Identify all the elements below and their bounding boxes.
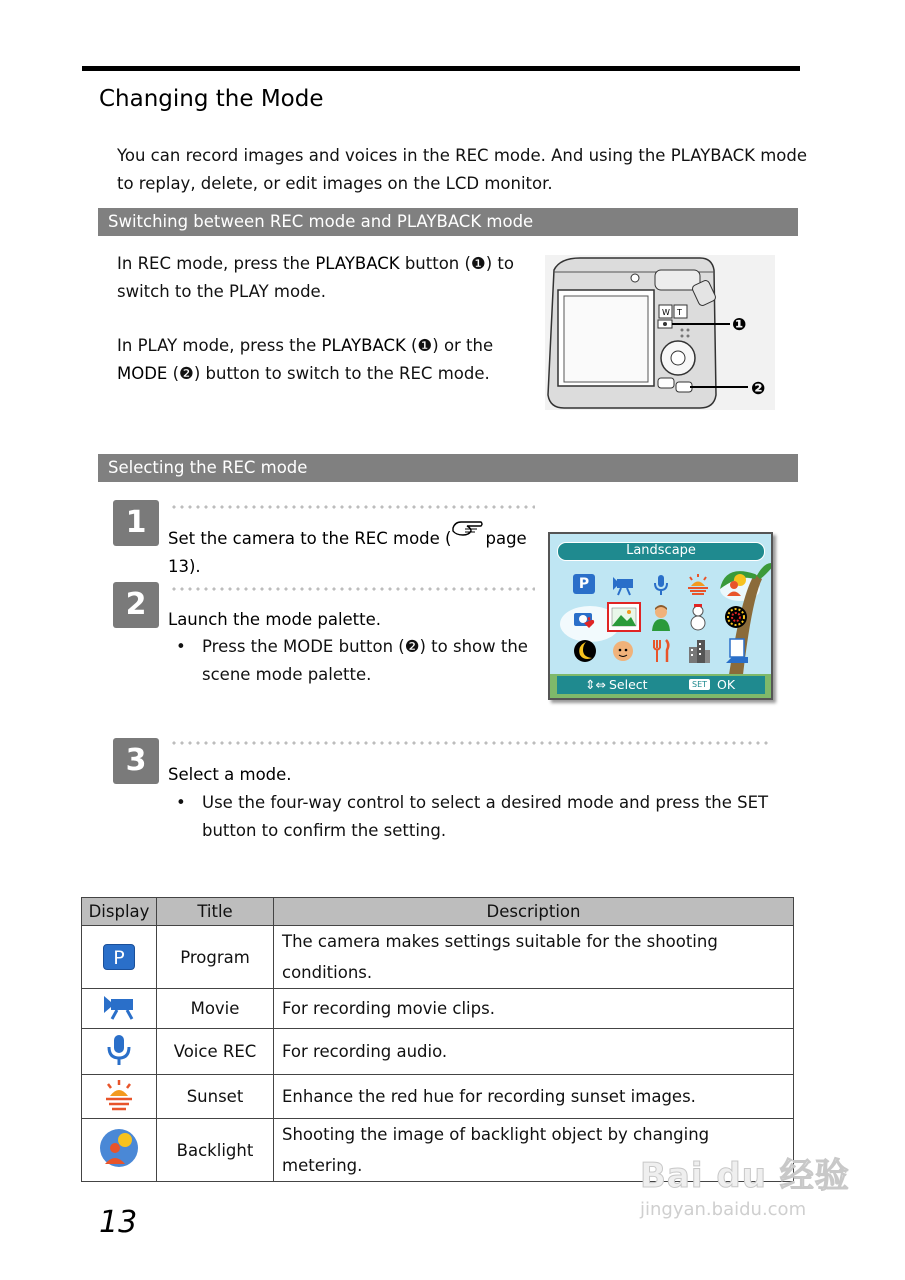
step-3-bullet: • Use the four-way control to select a desired mode and press the SET button to confirm the setting. bbox=[176, 793, 769, 840]
movie-mode-icon[interactable] bbox=[611, 574, 635, 596]
palette-footer bbox=[557, 676, 765, 694]
row-description: Enhance the red hue for recording sunset images. bbox=[274, 1075, 794, 1119]
person-mode-icon[interactable] bbox=[649, 604, 673, 632]
landscape-mode-icon-selected[interactable] bbox=[607, 602, 641, 632]
row-description: For recording movie clips. bbox=[274, 989, 794, 1029]
night-mode-icon[interactable] bbox=[572, 638, 598, 664]
step-3-divider bbox=[170, 741, 770, 745]
row-description: For recording audio. bbox=[274, 1029, 794, 1075]
microphone-icon bbox=[106, 1034, 132, 1066]
step-1-text: Set the camera to the REC mode ( page 13). bbox=[168, 524, 538, 581]
top-rule bbox=[82, 66, 800, 71]
mode-table bbox=[81, 897, 794, 1182]
play-mode-instruction: In PLAY mode, press the PLAYBACK (❶) or the MODE (❷) button to switch to the REC mode. bbox=[117, 336, 494, 383]
page-title: Changing the Mode bbox=[99, 86, 324, 112]
row-description: The camera makes settings suitable for the shooting conditions. bbox=[274, 926, 794, 989]
step-2-number: 2 bbox=[113, 582, 159, 628]
movie-icon bbox=[101, 994, 137, 1020]
row-title: Sunset bbox=[157, 1075, 274, 1119]
kids-mode-icon[interactable] bbox=[610, 638, 636, 664]
step-3-number: 3 bbox=[113, 738, 159, 784]
section-heading-selecting: Selecting the REC mode bbox=[98, 454, 798, 482]
row-title: Backlight bbox=[157, 1119, 274, 1182]
palette-ok-label: OK bbox=[717, 677, 736, 692]
backlight-icon bbox=[99, 1128, 139, 1168]
portrait-mode-icon[interactable] bbox=[572, 606, 598, 630]
table-row bbox=[82, 989, 794, 1029]
header-title: Title bbox=[157, 898, 274, 926]
playback-key-label: PLAYBACK bbox=[315, 254, 400, 273]
watermark-url: jingyan.baidu.com bbox=[640, 1199, 807, 1220]
table-row bbox=[82, 1075, 794, 1119]
mode-key-label: MODE bbox=[117, 364, 168, 383]
step-2-text: Launch the mode palette. bbox=[168, 610, 382, 629]
voice-rec-mode-icon[interactable] bbox=[651, 573, 671, 597]
intro-paragraph: You can record images and voices in the REC mode. And using the PLAYBACK mode to replay, delete, or edit images on the LCD monitor. bbox=[117, 146, 808, 193]
hand-pointer-icon bbox=[451, 518, 485, 547]
callout-1: ❶ bbox=[732, 315, 747, 335]
header-description: Description bbox=[274, 898, 794, 926]
watermark-brand: Bai du 经验 bbox=[640, 1156, 850, 1196]
page-number: 13 bbox=[99, 1205, 138, 1240]
callout-2: ❷ bbox=[751, 379, 766, 399]
text-mode-icon[interactable] bbox=[724, 637, 750, 665]
header-display: Display bbox=[82, 898, 157, 926]
step-2-divider bbox=[170, 587, 535, 591]
fireworks-mode-icon[interactable] bbox=[723, 604, 749, 630]
step-2-bullet: • Press the MODE button (❷) to show the scene mode palette. bbox=[176, 637, 528, 684]
program-icon: P bbox=[103, 944, 135, 970]
svg-text:W: W bbox=[662, 308, 670, 317]
step-3-text: Select a mode. bbox=[168, 765, 292, 784]
step-1-divider bbox=[170, 505, 535, 509]
four-way-arrows-icon: ⇕⇔ bbox=[585, 677, 606, 692]
table-row bbox=[82, 926, 794, 989]
rec-mode-instruction: In REC mode, press the PLAYBACK button (❶) to switch to the PLAY mode. bbox=[117, 254, 514, 301]
table-header-row bbox=[82, 898, 794, 926]
sunset-mode-icon[interactable] bbox=[685, 573, 711, 597]
palette-title: Landscape bbox=[557, 542, 765, 561]
table-row bbox=[82, 1029, 794, 1075]
row-title: Movie bbox=[157, 989, 274, 1029]
step-1-number: 1 bbox=[113, 500, 159, 546]
scene-mode-palette bbox=[548, 532, 773, 700]
section-heading-switching: Switching between REC mode and PLAYBACK mode bbox=[98, 208, 798, 236]
row-title: Voice REC bbox=[157, 1029, 274, 1075]
palette-select-label: Select bbox=[609, 677, 648, 692]
snow-mode-icon[interactable] bbox=[686, 603, 710, 631]
building-mode-icon[interactable] bbox=[686, 637, 712, 665]
row-title: Program bbox=[157, 926, 274, 989]
backlight-mode-icon[interactable] bbox=[723, 572, 749, 598]
sunset-icon bbox=[102, 1079, 136, 1111]
baidu-watermark bbox=[640, 1148, 850, 1220]
program-mode-icon[interactable]: P bbox=[573, 574, 595, 594]
svg-text:T: T bbox=[677, 308, 682, 317]
set-badge: SET bbox=[689, 679, 710, 690]
row-description: Shooting the image of backlight object by changing metering. bbox=[274, 1119, 794, 1182]
food-mode-icon[interactable] bbox=[649, 638, 673, 664]
